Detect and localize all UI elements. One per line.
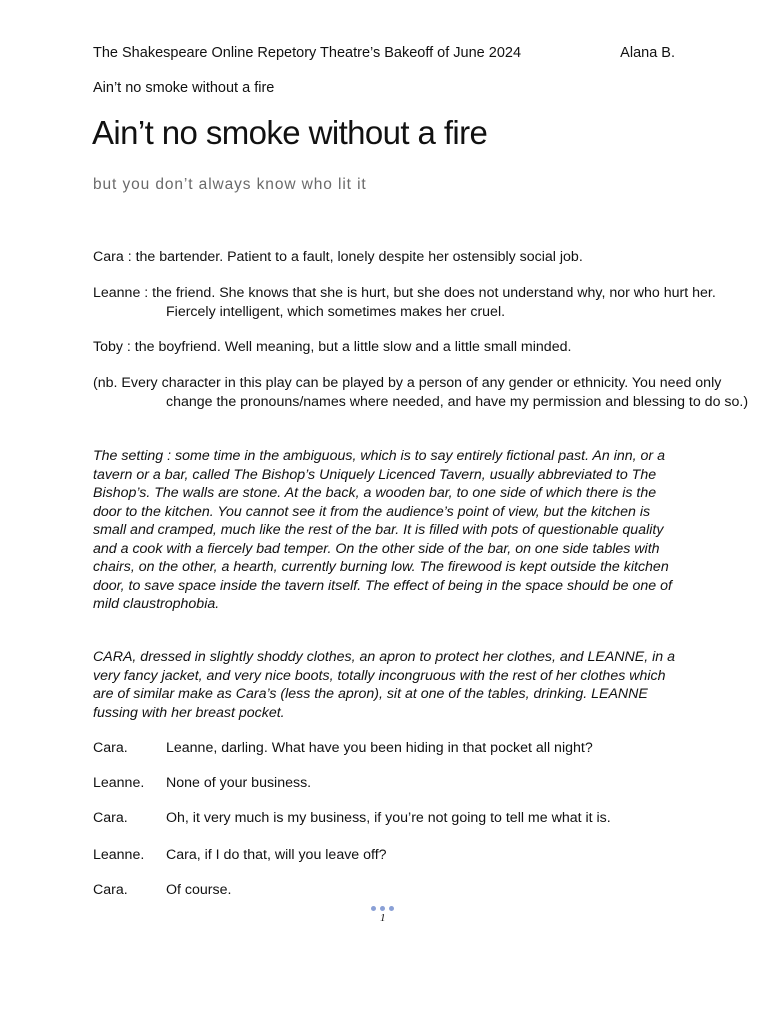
running-header-author: Alana B. — [620, 45, 675, 61]
character-toby: Toby : the boyfriend. Well meaning, but a little slow and a little small minded. — [93, 339, 572, 355]
dialogue-text: Cara, if I do that, will you leave off? — [166, 847, 387, 863]
dialogue-text: Oh, it very much is my business, if you’re not going to tell me what it is. — [166, 810, 611, 826]
character-leanne: Leanne : the friend. She knows that she is hurt, but she does not understand why, nor who hurt her. Fiercely intelligent, which sometimes makes her cruel. — [93, 285, 716, 320]
character-cara: Cara : the bartender. Patient to a fault, lonely despite her ostensibly social job. — [93, 249, 583, 265]
dialogue-speaker: Cara. — [93, 882, 128, 898]
dialogue-text: Leanne, darling. What have you been hiding in that pocket all night? — [166, 740, 593, 756]
more-options-icon[interactable] — [371, 906, 394, 911]
page-number: 1 — [380, 912, 386, 924]
dot-icon — [371, 906, 376, 911]
dialogue-speaker: Cara. — [93, 810, 128, 826]
document-subheader: Ain’t no smoke without a fire — [93, 80, 275, 96]
setting-description: The setting : some time in the ambiguous, which is to say entirely fictional past. An inn, or a tavern or a bar, called The Bishop’s Uniquely Licenced Tavern, usually abbreviated to The Bishop’s. The walls are stone. At the back, a wooden bar, to one side of which there is the door to the kitchen. You cannot see it from the audience’s point of view, but the kitchen is small and cramped, much like the rest of the bar. It is filled with pots of questionable quality and a cook with a fiercely bad temper. On the other side of the bar, on one side tables with chairs, on the other, a hearth, currently burning low. The firewood is kept outside the kitchen door, to save space inside the tavern itself. The effect of being in the space should be one of mild claustrophobia. — [93, 448, 672, 612]
dialogue-speaker: Leanne. — [93, 775, 145, 791]
page-subtitle: but you don’t always know who lit it — [93, 176, 367, 193]
dialogue-speaker: Leanne. — [93, 847, 145, 863]
running-header-title: The Shakespeare Online Repetory Theatre’s Bakeoff of June 2024 — [93, 45, 522, 61]
dot-icon — [389, 906, 394, 911]
page-title: Ain’t no smoke without a fire — [92, 114, 488, 151]
casting-note: (nb. Every character in this play can be played by a person of any gender or ethnicity. You need only change the pronouns/names where needed, and have my permission and blessing to do so.) — [93, 375, 749, 410]
dialogue-text: None of your business. — [166, 775, 312, 791]
dialogue-text: Of course. — [166, 882, 232, 898]
dot-icon — [380, 906, 385, 911]
dialogue-speaker: Cara. — [93, 740, 128, 756]
stage-direction: CARA, dressed in slightly shoddy clothes, an apron to protect her clothes, and LEANNE, in a very fancy jacket, and very nice boots, totally incongruous with the rest of her clothes which are of similar make as Cara’s (less the apron), sit at one of the tables, drinking. LEANNE fussing with her breast pocket. — [93, 649, 675, 721]
